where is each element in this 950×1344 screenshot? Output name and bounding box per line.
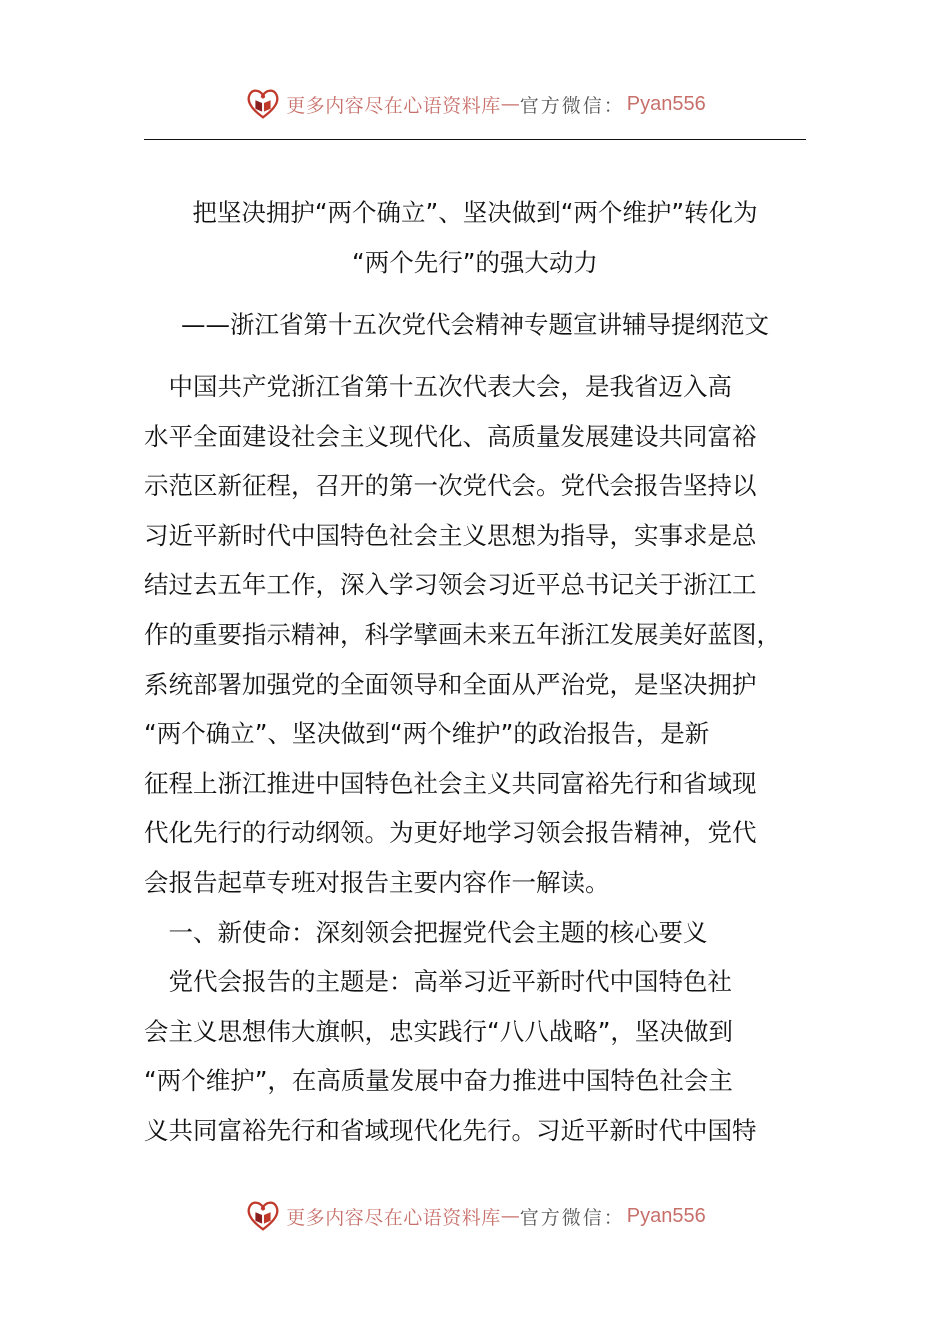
- wechat-id: Pyan556: [626, 92, 706, 115]
- title-line-1: 把坚决拥护“两个确立”、坚决做到“两个维护”转化为: [192, 198, 758, 227]
- watermark-text: 更多内容尽在心语资料库: [286, 94, 501, 117]
- section-heading: 一、新使命：深刻领会把握党代会主题的核心要义: [144, 917, 708, 947]
- wechat-label: 官方微信：: [519, 1206, 625, 1229]
- watermark-text: 更多内容尽在心语资料库: [286, 1206, 501, 1229]
- wechat-label: 官方微信：: [519, 94, 625, 117]
- footer-watermark: [0, 1196, 950, 1236]
- text-line: “两个确立”、坚决做到“两个维护”的政治报告，是新: [144, 719, 710, 749]
- subtitle: ——浙江省第十五次党代会精神专题宣讲辅导提纲范文: [181, 310, 769, 339]
- text-line: 代化先行的行动纲领。为更好地学习领会报告精神，党代: [144, 818, 757, 848]
- heart-book-logo-icon: [244, 1197, 282, 1235]
- header-divider: [144, 139, 806, 140]
- intro-paragraph: [144, 362, 806, 1156]
- text-line: 会主义思想伟大旗帜，忠实践行“八八战略”，坚决做到: [144, 1016, 733, 1046]
- text-line: 党代会报告的主题是：高举习近平新时代中国特色社: [144, 967, 732, 997]
- header-watermark: [0, 84, 950, 124]
- wechat-id: Pyan556: [626, 1204, 706, 1227]
- text-line: 示范区新征程，召开的第一次党代会。党代会报告坚持以: [144, 471, 757, 501]
- text-line: 会报告起草专班对报告主要内容作一解读。: [144, 867, 610, 897]
- text-line: 水平全面建设社会主义现代化、高质量发展建设共同富裕: [144, 421, 757, 451]
- text-line: 习近平新时代中国特色社会主义思想为指导，实事求是总: [144, 520, 757, 550]
- watermark-dash: —: [500, 93, 520, 115]
- watermark-dash: —: [500, 1205, 520, 1227]
- text-line: “两个维护”，在高质量发展中奋力推进中国特色社会主: [144, 1066, 733, 1096]
- title-line-2: “两个先行”的强大动力: [352, 248, 598, 277]
- text-line: 作的重要指示精神，科学擘画未来五年浙江发展美好蓝图，: [144, 619, 781, 649]
- text-line: 系统部署加强党的全面领导和全面从严治党，是坚决拥护: [144, 669, 757, 699]
- text-line: 中国共产党浙江省第十五次代表大会，是我省迈入高: [144, 372, 732, 401]
- heart-book-logo-icon: [244, 85, 282, 123]
- text-line: 征程上浙江推进中国特色社会主义共同富裕先行和省域现: [144, 768, 757, 798]
- text-line: 结过去五年工作，深入学习领会习近平总书记关于浙江工: [144, 570, 757, 600]
- text-line: 义共同富裕先行和省域现代化先行。习近平新时代中国特: [144, 1115, 757, 1145]
